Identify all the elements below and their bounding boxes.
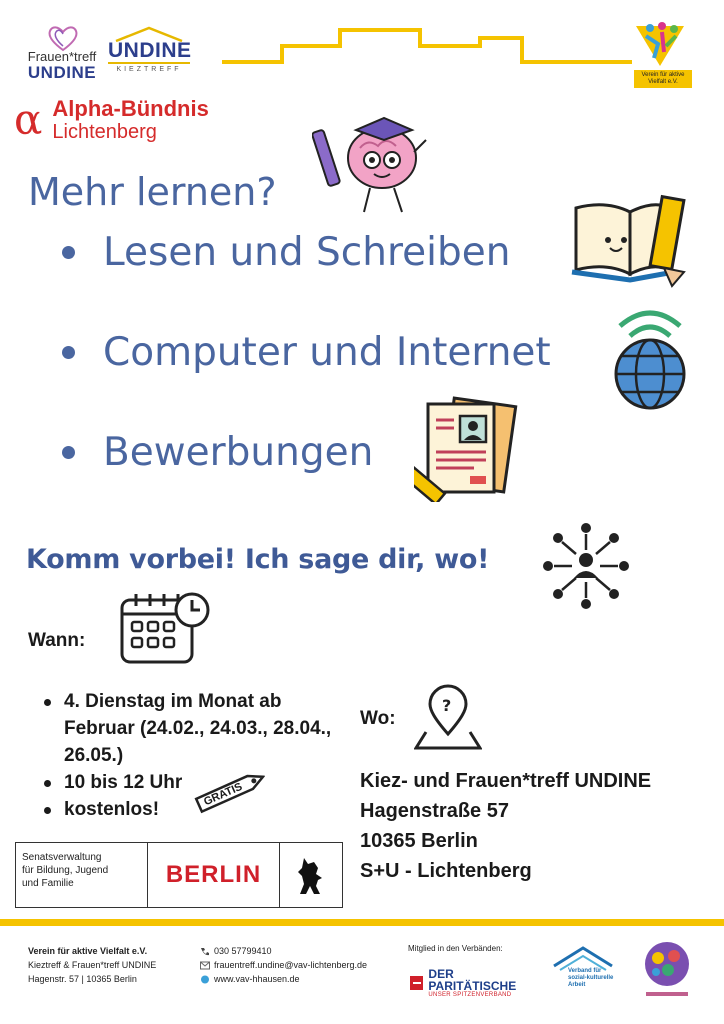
footer-org-line: Hagenstr. 57 | 10365 Berlin <box>28 974 137 984</box>
footer-org-info <box>28 944 156 986</box>
web-globe-icon <box>200 975 210 984</box>
alpha-symbol: α <box>14 95 43 144</box>
frauentreff-big-text: UNDINE <box>27 63 97 82</box>
footer-email-row <box>200 958 367 972</box>
paritaet-logo <box>410 968 540 998</box>
senat-line: und Familie <box>22 878 74 889</box>
when-item: kostenlos! <box>42 796 342 823</box>
headline: Mehr lernen? <box>28 170 277 214</box>
address-line: 10365 Berlin <box>360 830 478 852</box>
when-item: 4. Dienstag im Monat ab Februar (24.02., 24.03., 28.04., 26.05.) <box>42 688 342 769</box>
verband-text <box>568 968 613 989</box>
map-pin-icon <box>414 684 482 752</box>
topic-label: Lesen und Schreiben <box>103 229 511 275</box>
topic-list <box>62 222 622 482</box>
topic-item <box>62 422 373 482</box>
alpha-buendnis-logo <box>14 92 209 148</box>
application-document-icon <box>414 396 518 502</box>
footer-org-name: Verein für aktive Vielfalt e.V. <box>28 946 148 956</box>
paritaet-mark-icon <box>410 976 423 990</box>
footer-phone-row <box>200 944 367 958</box>
paritaet-sub: UNSER SPITZENVERBAND <box>428 992 512 998</box>
book-pencil-icon <box>570 188 692 288</box>
footer-org-line: Kieztreff & Frauen*treff UNDINE <box>28 960 157 970</box>
svg-text:?: ? <box>442 696 452 715</box>
skyline-line-decoration <box>222 24 632 68</box>
frauentreff-small-text: Frauen*treff <box>27 49 97 64</box>
paritaet-name: DER PARITÄTISCHE <box>428 967 517 993</box>
footer-web[interactable]: www.vav-hhausen.de <box>214 974 300 984</box>
footer-email[interactable]: frauentreff.undine@vav-lichtenberg.de <box>214 960 368 970</box>
bullet-dot <box>62 246 75 259</box>
topic-item <box>62 322 551 382</box>
berlin-bear-cell <box>280 843 342 907</box>
topic-label: Computer und Internet <box>103 329 551 375</box>
address-block <box>360 766 651 886</box>
calendar-clock-icon <box>118 590 212 666</box>
verband-line: Arbeit <box>568 982 586 988</box>
globe-wifi-icon <box>608 304 692 412</box>
bullet-dot <box>62 446 75 459</box>
topic-item <box>62 222 510 282</box>
alpha-line1: Alpha-Bündnis <box>52 96 209 121</box>
gratis-text: GRATIS <box>202 780 245 809</box>
phone-icon <box>200 947 210 956</box>
topic-label: Bewerbungen <box>103 429 374 475</box>
verband-line: sozial-kulturelle <box>568 975 614 981</box>
bullet-dot <box>62 346 75 359</box>
berlin-bear-icon <box>296 854 326 896</box>
undine-small-text: KIEZTREFF <box>108 62 190 73</box>
vav-label: Verein für aktive Vielfalt e.V. <box>634 70 692 88</box>
address-line: Hagenstraße 57 <box>360 800 509 822</box>
address-line: Kiez- und Frauen*treff UNDINE <box>360 770 652 792</box>
footer-web-row <box>200 972 367 986</box>
mail-icon <box>200 961 210 970</box>
address-line: S+U - Lichtenberg <box>360 860 532 882</box>
undine-kieztreff-logo <box>108 26 190 73</box>
family-circle-logo-icon <box>640 940 694 1002</box>
callout-text: Komm vorbei! Ich sage dir, wo! <box>26 544 490 575</box>
frauentreff-undine-logo <box>22 24 102 81</box>
senat-sponsor-box <box>15 842 343 908</box>
when-list <box>42 688 342 823</box>
footer-contact <box>200 944 367 986</box>
network-people-icon <box>540 520 632 612</box>
alpha-line2: Lichtenberg <box>52 121 157 143</box>
berlin-wordmark: BERLIN <box>148 843 280 907</box>
footer-phone: 030 57799410 <box>214 946 272 956</box>
when-item: 10 bis 12 Uhr <box>42 769 342 796</box>
senat-text <box>16 843 148 907</box>
vav-people-logo-icon <box>632 22 688 70</box>
roof-logo-icon <box>114 26 184 42</box>
verband-line: Verband für <box>568 968 602 974</box>
undine-big-text: UNDINE <box>108 39 192 62</box>
footer-divider <box>0 919 724 926</box>
member-label: Mitglied in den Verbänden: <box>408 944 503 953</box>
brain-mascot-icon <box>312 108 432 218</box>
when-label: Wann: <box>28 630 86 651</box>
senat-line: für Bildung, Jugend <box>22 865 109 876</box>
senat-line: Senatsverwaltung <box>22 852 102 863</box>
verband-logo <box>550 944 616 1002</box>
heart-logo-icon <box>46 24 80 52</box>
where-label: Wo: <box>360 708 396 729</box>
